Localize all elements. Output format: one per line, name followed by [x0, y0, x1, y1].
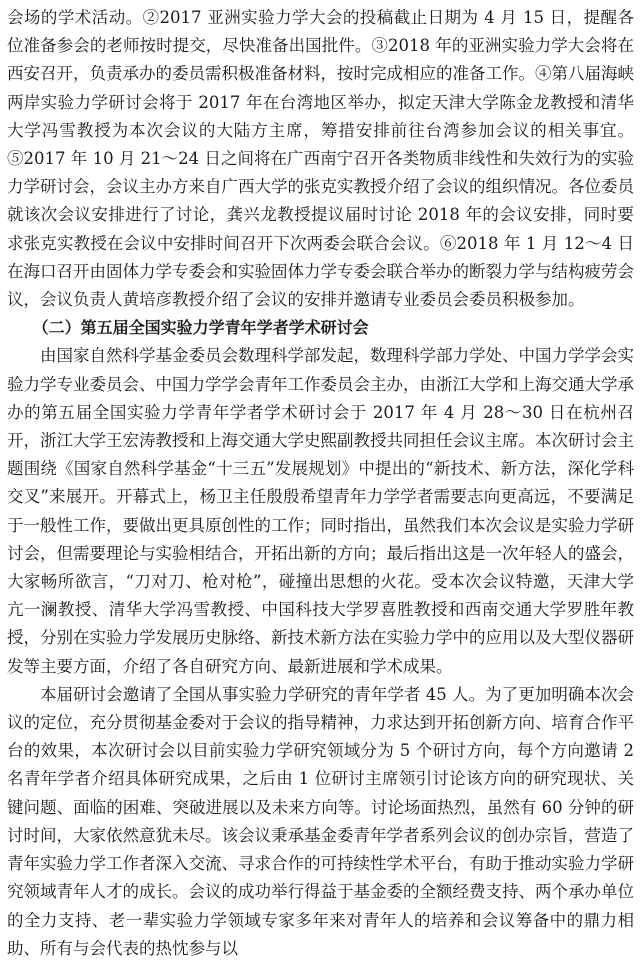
body-paragraph: 会场的学术活动。②2017 亚洲实验力学大会的投稿截止日期为 4 月 15 日，提醒各位准备参会的老师按时提交，尽快准备出国批件。③2018 年的亚洲实验力学大会将在西安召开，负责承办的委员需积极准备材料，按时完成相应的准备工作。④第八届海峡两岸实验力学研讨会将于 2017 年在台湾地区举办，拟定天津大学陈金龙教授和清华大学冯雪教授为本次会议的大陆方主席，筹措安排前往台湾参加会议的相关事宜。⑤2017 年 10 月 21～24 日之间将在广西南宁召开各类物质非线性和失效行为的实验力学研讨会，会议主办方来自广西大学的张克实教授介绍了会议的组织情况。各位委员就该次会议安排进行了讨论，龚兴龙教授提议届时讨论 2018 年的会议安排，同时要求张克实教授在会议中安排时间召开下次两委会联合会议。⑥2018 年 1 月 12～4 日在海口召开由固体力学专委会和实验固体力学专委会联合举办的断裂力学与结构疲劳会议，会议负责人黄培彦教授介绍了会议的安排并邀请专业委员会委员积极参加。	[7, 8, 634, 310]
body-paragraph: 由国家自然科学基金委员会数理科学部发起，数理科学部力学处、中国力学学会实验力学专业委员会、中国力学学会青年工作委员会主办，由浙江大学和上海交通大学承办的第五届全国实验力学青年学者学术研讨会于 2017 年 4 月 28～30 日在杭州召开，浙江大学王宏涛教授和上海交通大学史熙副教授共同担任会议主席。本次研讨会主题围绕《国家自然科学基金“十三五”发展规划》中提出的“新技术、新方法，深化学科交叉”来展开。开幕式上，杨卫主任殷殷希望青年力学学者需要志向更高远，不要满足于一般性工作，要做出更具原创性的工作；同时指出，虽然我们本次会议是实验力学研讨会，但需要理论与实验相结合，开拓出新的方向；最后指出这是一次年轻人的盛会，大家畅所欲言，“刀对刀、枪对枪”，碰撞出思想的火花。受本次会议特邀，天津大学亢一澜教授、清华大学冯雪教授、中国科技大学罗喜胜教授和西南交通大学罗胜年教授，分别在实验力学发展历史脉络、新技术新方法在实验力学中的应用以及大型仪器研发等主要方面，介绍了各自研究方向、最新进展和学术成果。	[7, 346, 634, 676]
section-heading: （二）第五届全国实验力学青年学者学术研讨会	[32, 318, 369, 338]
body-paragraph: 本届研讨会邀请了全国从事实验力学研究的青年学者 45 人。为了更加明确本次会议的定位，充分贯彻基金委对于会议的指导精神，力求达到开拓创新方向、培育合作平台的效果，本次研讨会以目前实验力学研究领域分为 5 个研讨方向，每个方向邀请 2 名青年学者介绍具体研究成果，之后由 1 位研讨主席领引讨论该方向的研究现状、关键问题、面临的困难、突破进展以及未来方向等。讨论场面热烈，虽然有 60 分钟的研讨时间，大家依然意犹未尽。该会议秉承基金委青年学者系列会议的创办宗旨，营造了青年实验力学工作者深入交流、寻求合作的可持续性学术平台，有助于推动实验力学研究领域青年人才的成长。会议的成功举行得益于基金委的全额经费支持、两个承办单位的全力支持、老一辈实验力学领域专家多年来对青年人的培养和会议筹备中的鼎力相助、所有与会代表的热忱参与以	[7, 684, 634, 958]
document-page	[7, 4, 634, 963]
